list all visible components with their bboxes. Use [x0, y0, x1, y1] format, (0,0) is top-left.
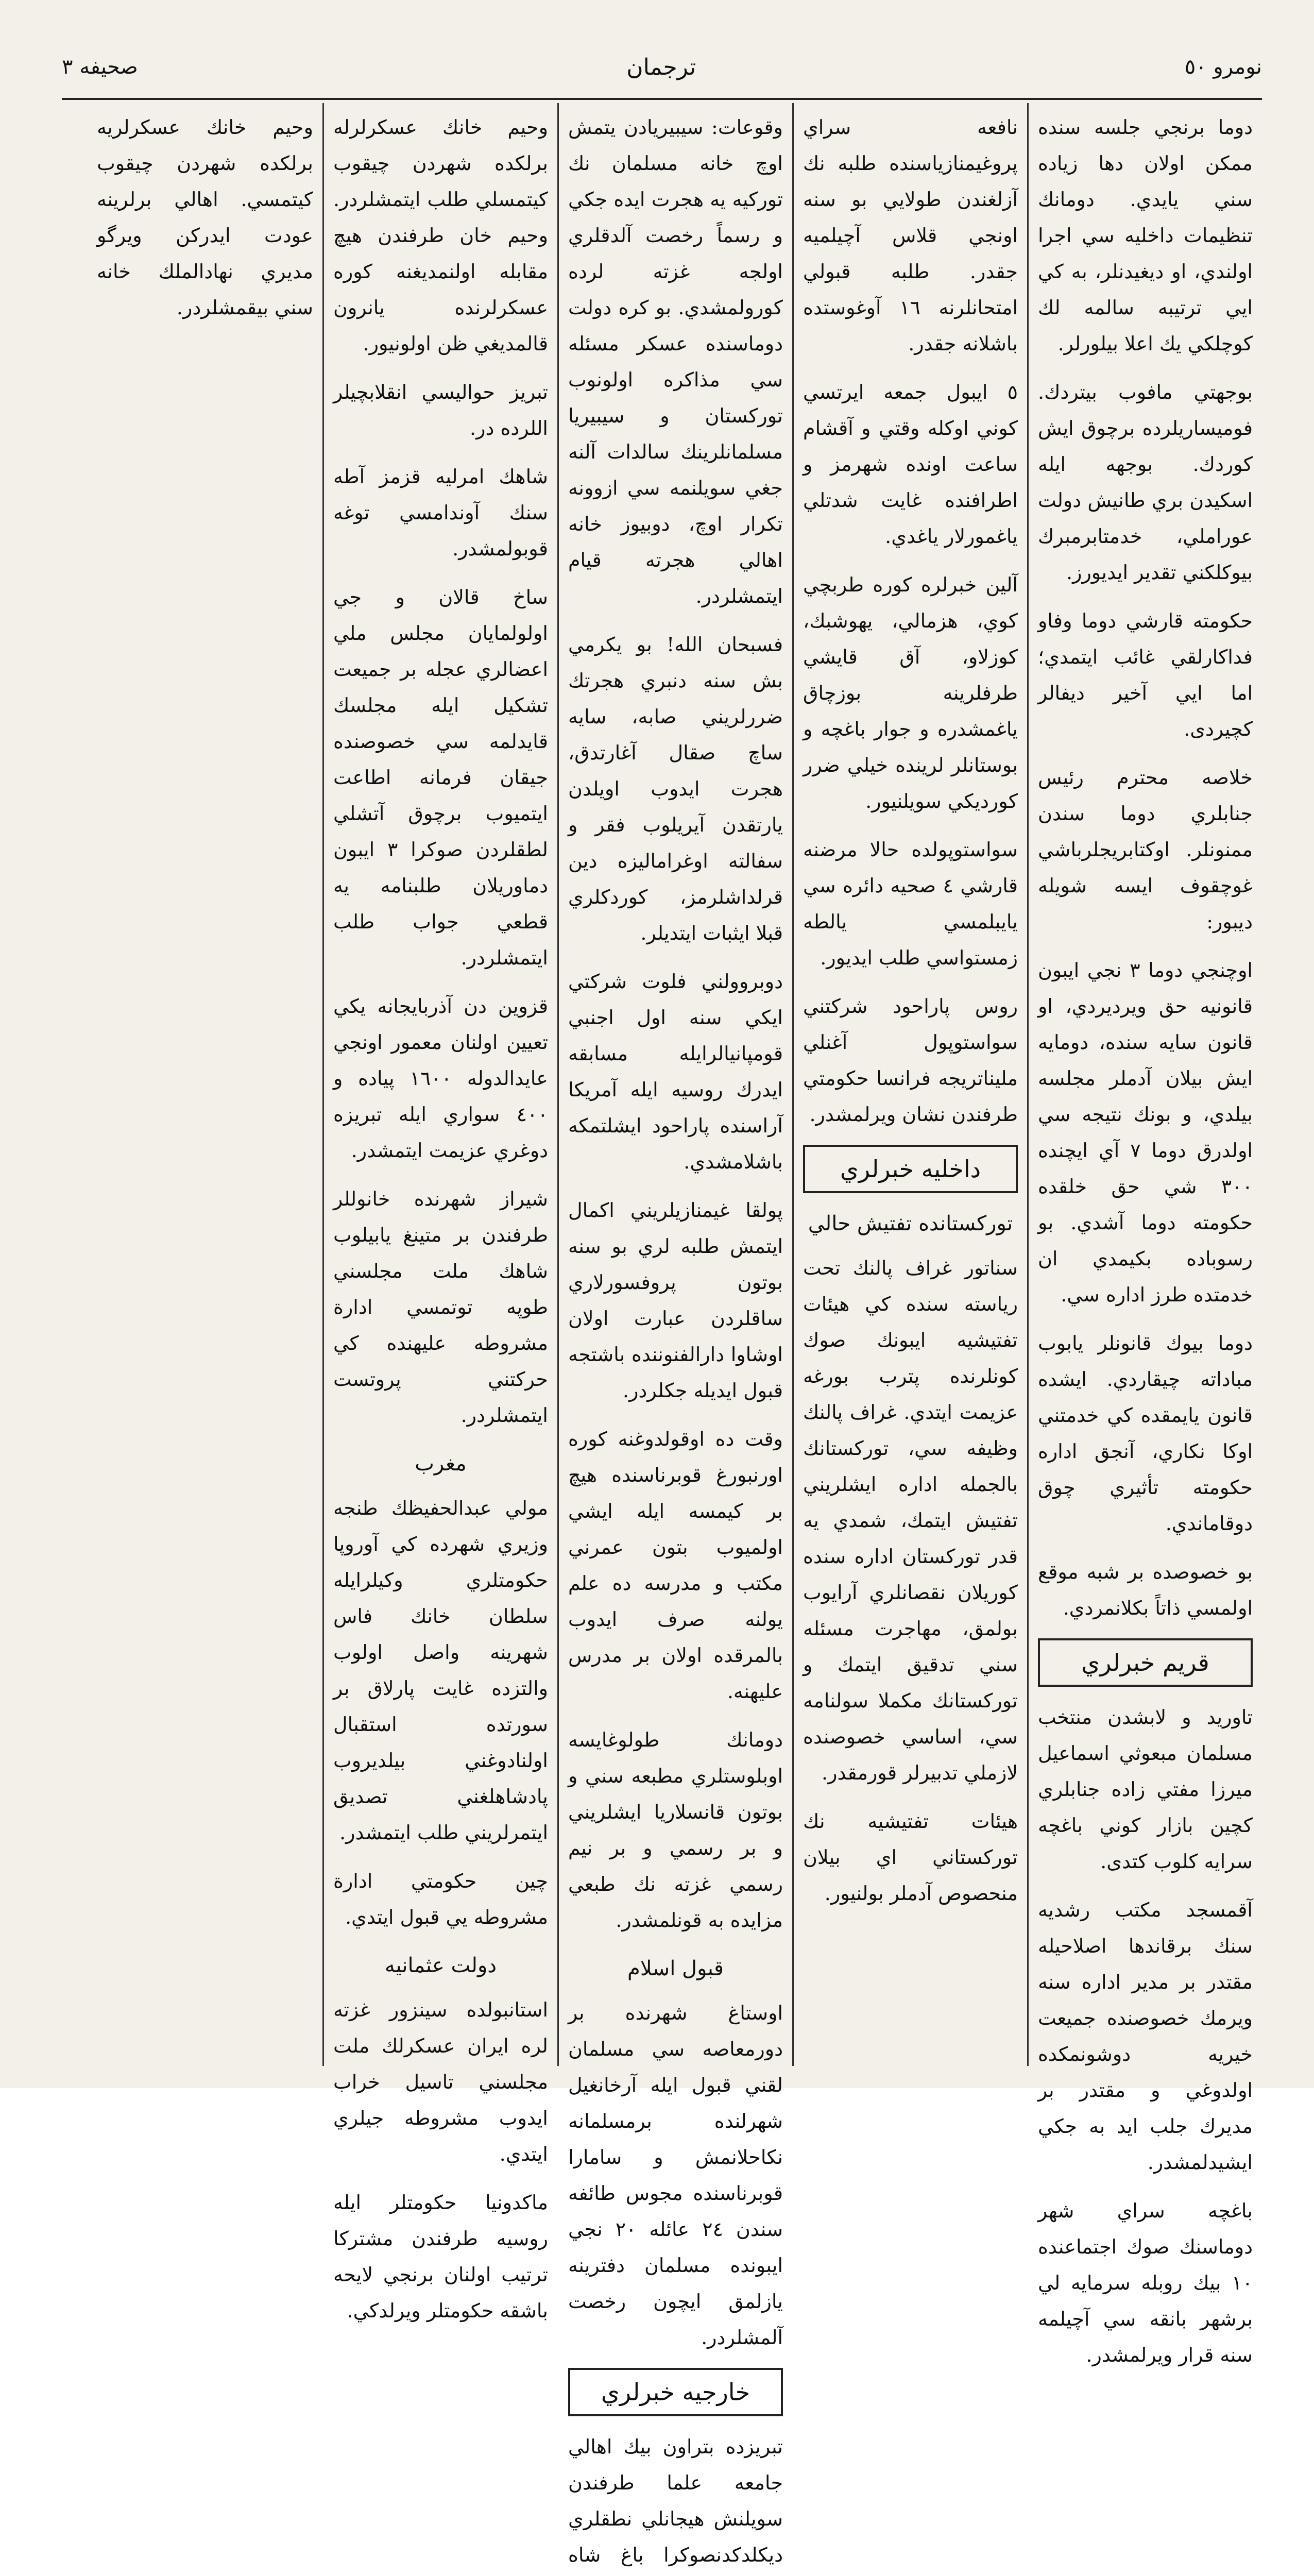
paragraph: وحيم خانك عسكرلرله برلكده شهردن چيقوب كيتمسلي طلب ايتمشلردر. وحيم خان طرفندن هيچ مقابله اولنمديغنه كوره عسكرلرنده يانرون قالمديغي ظن اولونيور.: [333, 116, 548, 355]
paragraph: دوما بيوك قانونلر يابوب مباداته چيقاردي. ايشده قانون يايمقده كي خدمتني اوكا نكاري، آنجق اداره حكومته تأثيري چوق دوقاماندي.: [1038, 1332, 1253, 1535]
paragraph: حكومته قارشي دوما وفاو فداكارلقي غائب ايتمدي؛ اما ايي آخير ديفالر كچيردى.: [1038, 609, 1253, 740]
subheading-maghreb: مغرب: [415, 1452, 467, 1476]
paragraph: خلاصه محترم رئيس جنابلري دوما سندن ممنونلر. اوكتابريجلرباشي غوچقوف ايسه شويله ديبور:: [1038, 766, 1253, 933]
column-4: [322, 103, 557, 2322]
paragraph: آلين خبرلره كوره طربچي كوي، هزمالي، يهوشبك، كوزلاو، آق قايشي طرفلرينه بوزچاق ياغمشدره و جوار باغچه و بوستانلر لرينده خيلي ضرر كورديكي سويلنيور.: [803, 573, 1018, 812]
paragraph: نافعه سراي پروغيمنازياسنده طلبه نك آزلغندن طولايي بو سنه اونجي قلاس آچيلميه جقدر. طلبه قبولي امتحانلرنه ١٦ آوغوستده باشلانه جقدر.: [803, 116, 1018, 355]
subheading: توركستانده تفتيش حالي: [808, 1212, 1013, 1235]
paragraph: روس پاراحود شركتني سواستوپول آغنلي مليناتريجه فرانسا حكومتي طرفندن نشان ويرلمشدر.: [803, 995, 1018, 1126]
paragraph: مولي عبدالحفيظك طنجه وزيري شهرده كي آوروپا حكومتلري وكيلرايله سلطان خانك فاس شهرينه واصل اولوب والتزده غايت پارلاق بر سورتده استقبال اولنادوغني بيلديروب پادشاهلغني تصديق ايتمرلريني طلب ايتمشدر.: [333, 1497, 548, 1844]
column-1: [1027, 103, 1262, 2366]
paragraph: سناتور غراف پالنك تحت رياسته سنده كي هيئات تفتيشيه ايبونك صوك كونلرنده پترب بورغه عزيمت ايتدي. غراف پالنك وظيفه سي، توركستانك بالجمله اداره ايشلريني تفتيش ايتمك، شمدي يه قدر توركستان اداره سنده كوريلان نقصانلري آرايوب بولمق، مهاجرت مسئله سني تدقيق ايتمك و توركستانك مكملا سولنامه سي، اساسي خصوصنده لازملي تدبيرلر قورمقدر.: [803, 1257, 1018, 1784]
paragraph: استانبولده سينزور غزته لره ايران عسكرلك ملت مجلسني تاسيل خراب ايدوب مشروطه جيلري ايتدي.: [333, 1998, 548, 2165]
page-number: صحيفه ٣: [62, 55, 138, 79]
header-rule: [62, 98, 1262, 100]
paragraph: وقت ده اوقولدوغنه كوره اورنبورغ قوبرناسنده هيچ بر كيمسه ايله ايشي اولميوب بتون عمرني مكتب و مدرسه ده علم يولنه صرف ايدوب بالمرقده اولان بر مدرس عليهنه.: [568, 1428, 783, 1703]
paragraph: شاهك امرليه قزمز آطه سنك آوندامسي توغه قوبولمشدر.: [333, 465, 548, 560]
column-3: [557, 103, 792, 2566]
newspaper-title: ترجمان: [626, 54, 696, 80]
paragraph: فسبحان الله! بو يكرمي بش سنه دنبري هجرتك ضررلريني صابه، سايه ساچ صقال آغارتدق، هجرت ايدوب اويلدن يارتقدن آيريلوب فقر و سفالته اوغراماليزه دين قرلداشلرمز، كوردكلري قبلا ايثبات ايتديلر.: [568, 633, 783, 944]
paragraph: دوما برنجي جلسه سنده ممكن اولان دها زياده سني يايدي. دومانك تنظيمات داخليه سي اجرا اولندي، او ديغيدنلر، به كي ايي ترتيبه سالمه لك كوچلكي يك اعلا بيلورلر.: [1038, 116, 1253, 355]
subheading-ottoman: دولت عثمانيه: [384, 1954, 497, 1977]
paragraph: دوبروولني فلوت شركتي ايكي سنه اول اجنبي قومپانيالرايله مسابقه ايدرك روسيه ايله آمريكا آراسنده پاراحود ايشلتمكه باشلامشدي.: [568, 970, 783, 1173]
paragraph: تاوريد و لابشدن منتخب مسلمان مبعوثي اسماعيل ميرزا مفتي زاده جنابلري كچين بازار كوني باغچه سرايه كلوب كتدى.: [1038, 1706, 1253, 1873]
issue-number: نومرو ٥٠: [1184, 55, 1262, 79]
paragraph: بو خصوصده بر شبه موقع اولمسي ذاتاً بكلانمردي.: [1038, 1561, 1253, 1619]
paragraph: دومانك طولوغايسه اوبلوستلري مطبعه سني و بوتون قانسلاريا ايشلريني و بر رسمي و بر نيم رسمي غزته نك طبعي مزايده به قونلمشدر.: [568, 1728, 783, 1931]
paragraph: اوستاغ شهرنده بر دورمعاصه سي مسلمان لقني قبول ايله آرخانغيل شهرلنده برمسلمانه نكاحلانمش و سامارا قوبرناسنده مجوس طائفه سندن ٢٤ عائله ٢٠ نجي ايبونده مسلمان دفترينه يازلمق ايچون رخصت آلمشلردر.: [568, 2002, 783, 2349]
paragraph: قزوين دن آذربايجانه يكي تعيين اولنان معمور اونجي عايدالدوله ١٦٠٠ پياده و ٤٠٠ سواري ايله تبريزه دوغري عزيمت ايتمشدر.: [333, 995, 548, 1162]
column-5: [88, 103, 322, 2066]
paragraph: آقمسجد مكتب رشديه سنك برقاندها اصلاحيله مقتدر بر مدير اداره سنه ويرمك خصوصنده جميعت خيريه دوشونمكده اولدوغي و مقتدر بر مديرك جلب ايد به جكي ايشيدلمشدر.: [1038, 1899, 1253, 2174]
section-title-foreign: خارجيه خبرلري: [568, 2368, 783, 2416]
section-title-crimea: قريم خبرلري: [1038, 1638, 1253, 1687]
paragraph: شيراز شهرنده خانوللر طرفندن بر متينغ يابيلوب شاهك ملت مجلسني طوپه توتمسي ادارة مشروطه عليهنده كي حركتني پروتست ايتمشلردر.: [333, 1188, 548, 1427]
paragraph: باغچه سراي شهر دوماسنك صوك اجتماعنده ١٠ بيك روبله سرمايه لي برشهر بانقه سي آچيلمه سنه قرار ويرلمشدر.: [1038, 2199, 1253, 2366]
paragraph: ساخ قالان و جي اولولمايان مجلس ملي اعضالري عجله بر جميعت تشكيل ايله مجلسك قايدلمه سي خصوصنده جيقان فرمانه اطاعت ايتميوب برچوق آتشلي لطقلردن صوكرا ٣ ايبون دماوريلان طلبنامه يه قطعي جواب طلب ايتمشلردر.: [333, 586, 548, 969]
paragraph: تبريزده بتراون بيك اهالي جامعه علما طرفندن سويلنش هيجانلي نطقلري ديكلدكدنصوكرا باغ شاه: [568, 2435, 783, 2566]
paragraph: ماكدونيا حكومتلر ايله روسيه طرفندن مشتركا ترتيب اولنان برنجي لايحه باشقه حكومتلر ويرلدكي.: [333, 2191, 548, 2322]
column-2: [792, 103, 1027, 2066]
paragraph: چين حكومتي ادارة مشروطه يي قبول ايتدي.: [333, 1870, 548, 1928]
paragraph: بوجهتي مافوب بيتردك. فوميساريلرده برچوق ايش كوردك. بوجهه ايله اسكيدن بري طانيش دولت عوراملي، خدمتابرمبرك بيوكلكني تقدير ايديورز.: [1038, 381, 1253, 584]
paragraph: اوچنجي دوما ٣ نجي ايبون قانونيه حق ويرديردي، او قانون سايه سنده، دومايه ايش بيلان آدملر مجلسه بيلدي، و بونك نتيجه سي اولدرق دوما ٧ آي ايچنده ٣٠٠ شي حق خلقده حكومته دوما آشدي. بو رسوباده بكيمدي ان خدمتده طرز اداره سي.: [1038, 959, 1253, 1306]
masthead: [62, 46, 1262, 88]
columns: [62, 103, 1262, 2566]
paragraph: وقوعات: سيبيريادن يتمش اوچ خانه مسلمان نك توركيه يه هجرت ايده جكي و رسماً رخصت آلدقلري اولجه غزته لرده كورولمشدي. بو كره دولت دوماسنده عسكر مسئله سي مذاكره اولونوب توركستان و سيبيريا مسلمانلرينك سالدات آلنه جغي سويلنمه سي ازوونه تكرار اوچ، دوبيوز خانه اهالي هجرته قيام ايتمشلردر.: [568, 116, 783, 607]
section-title-domestic: داخليه خبرلري: [803, 1145, 1018, 1193]
paragraph: تبريز حواليسي انقلابچيلر اللرده در.: [333, 381, 548, 439]
paragraph: هيئات تفتيشيه نك توركستاني اي بيلان منحصوص آدملر بولنيور.: [803, 1810, 1018, 1905]
paragraph: وحيم خانك عسكرلريه برلكده شهردن چيقوب كيتمسي. اهالي برلرينه عودت ايدركن ويرگو مديري نهادالملك خانه سني بيقمشلردر.: [97, 116, 313, 319]
paragraph: ٥ ايبول جمعه ايرتسي كوني اوكله وقتي و آقشام ساعت اونده شهرمز و اطرافنده غايت شدتلي ياغمورلار ياغدي.: [803, 381, 1018, 548]
paragraph: سواستوپولده حالا مرضنه قارشي ٤ صحيه دائره سي يايبلمسي يالطه زمستواسي طلب ايديور.: [803, 838, 1018, 969]
paragraph: پولقا غيمنازيلريني اكمال ايتمش طلبه لري بو سنه بوتون پروفسورلاري ساقلردن عبارت اولان اوشاوا دارالفنوننده باشتجه قبول ايديله جكلردر.: [568, 1199, 783, 1402]
subheading: قبول اسلام: [627, 1957, 724, 1980]
